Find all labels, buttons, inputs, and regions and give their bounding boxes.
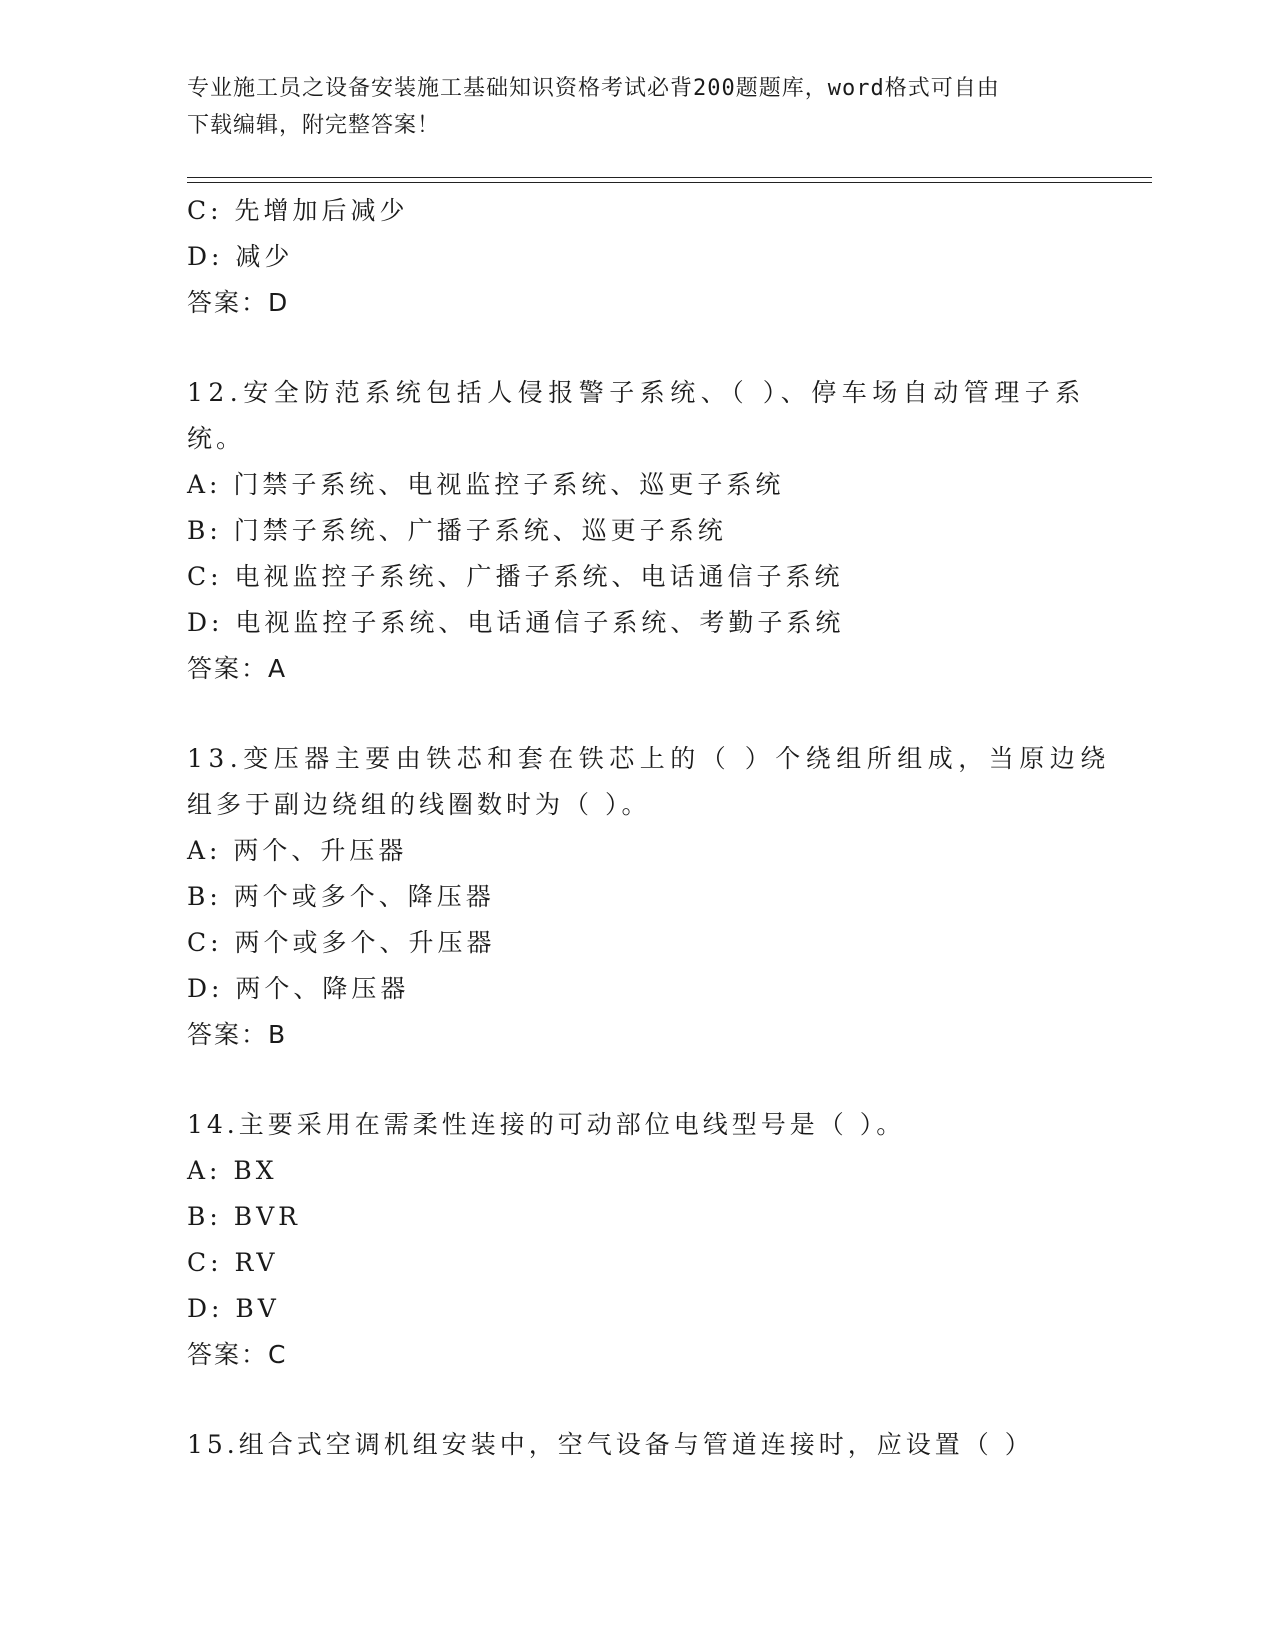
option-b: B: 门禁子系统、广播子系统、巡更子系统 [187,516,727,545]
option-a: A: 门禁子系统、电视监控子系统、巡更子系统 [187,470,785,499]
question-11 [187,188,1087,326]
option-d: D: 电视监控子系统、电话通信子系统、考勤子系统 [187,608,845,637]
question-13 [187,736,1111,1058]
question-14 [187,1102,1087,1378]
question-stem-line-1: 13.变压器主要由铁芯和套在铁芯上的（ ）个绕组所组成，当原边绕 [187,744,1111,773]
spacer [187,1058,1087,1102]
header-divider-top [187,177,1152,178]
header-title-line-2: 下载编辑，附完整答案！ [187,113,441,138]
document-header [187,70,1087,144]
spacer [187,326,1087,370]
option-b: B: 两个或多个、降压器 [187,882,495,911]
option-d: D: 两个、降压器 [187,974,410,1003]
question-12 [187,370,1087,692]
question-stem-line-1: 14.主要采用在需柔性连接的可动部位电线型号是（ ）。 [187,1110,906,1139]
option-a: A: 两个、升压器 [187,836,408,865]
answer-line: 答案：C [187,1340,288,1369]
option-c: C: 电视监控子系统、广播子系统、电话通信子系统 [187,562,844,591]
question-stem-line-2: 组多于副边绕组的线圈数时为（ ）。 [187,790,651,819]
option-b: B: BVR [187,1202,301,1231]
spacer [187,1378,1087,1422]
answer-line: 答案：A [187,654,288,683]
option-c: C: RV [187,1248,279,1277]
option-d: D: BV [187,1294,280,1323]
question-15 [187,1422,1087,1468]
option-c: C: 先增加后减少 [187,196,409,225]
question-stem-line-1: 12.安全防范系统包括人侵报警子系统、（ ）、停车场自动管理子系 [187,378,1086,407]
question-stem-line-2: 统。 [187,424,246,453]
spacer [187,692,1087,736]
question-list [187,188,1111,1468]
option-a: A: BX [187,1156,278,1185]
answer-line: 答案：D [187,288,290,317]
option-d: D: 减少 [187,242,294,271]
answer-line: 答案：B [187,1020,288,1049]
option-c: C: 两个或多个、升压器 [187,928,496,957]
question-stem-line-1: 15.组合式空调机组安装中，空气设备与管道连接时，应设置（ ） [187,1430,1034,1459]
header-title-line-1: 专业施工员之设备安装施工基础知识资格考试必背200题题库，word格式可自由 [187,76,1000,101]
header-divider-bottom [187,182,1152,183]
